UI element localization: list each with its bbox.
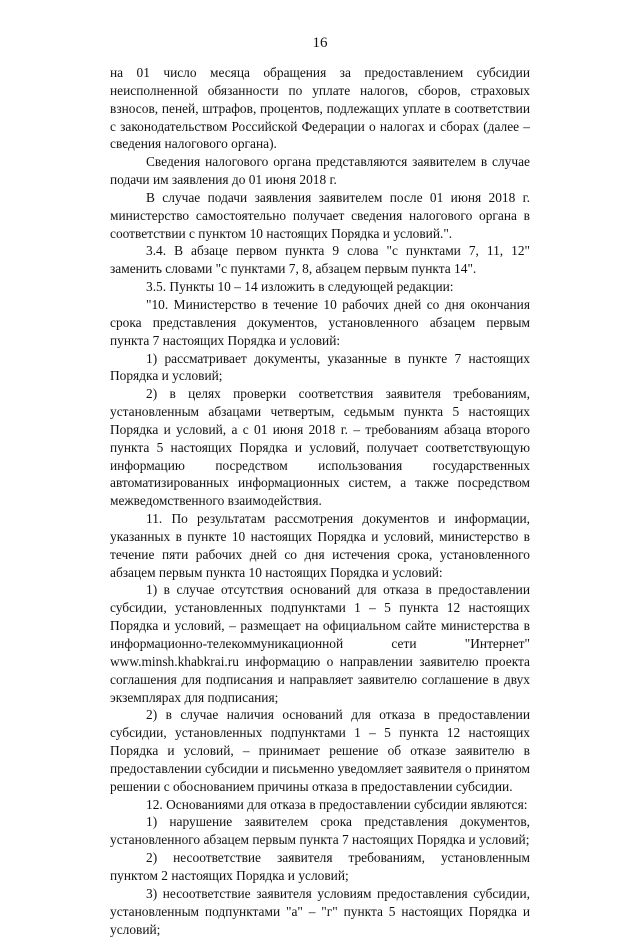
paragraph-5: 3.5. Пункты 10 – 14 изложить в следующей редакции: <box>146 279 454 295</box>
paragraph-1: на 01 число месяца обращения за предоставлением субсидии неисполненной обязанности по уплате налогов, сборов, страховых взносов, пеней, штрафов, процентов, подлежащих уплате в соответствии с законодательством Российской Федерации о налогах и сборах (далее – сведения налогового органа). <box>110 65 530 152</box>
paragraph-2: Сведения налогового органа представляются заявителем в случае подачи им заявления до 01 июня 2018 г. <box>110 154 530 188</box>
document-body <box>110 64 530 938</box>
paragraph-14: 2) несоответствие заявителя требованиям, установленным пунктом 2 настоящих Порядка и условий; <box>110 850 530 883</box>
paragraph-12: 12. Основаниями для отказа в предоставлении субсидии являются: <box>146 796 528 812</box>
page-number: 16 <box>312 35 328 51</box>
paragraph-7: 1) рассматривает документы, указанные в пункте 7 настоящих Порядка и условий; <box>110 350 530 384</box>
paragraph-11: 2) в случае наличия оснований для отказа в предоставлении субсидии, установленных подпунктами 1 – 5 пункта 12 настоящих Порядка и условий, – принимает решение об отказе заявителю в предоставлении субсидии и письменно уведомляет заявителя о принятом решении с обоснованием причины отказа в предоставлении субсидии. <box>110 707 530 794</box>
paragraph-8: 2) в целях проверки соответствия заявителя требованиям, установленным абзацами четвертым, седьмым пункта 5 настоящих Порядка и условий, а с 01 июня 2018 г. – требованиям абзаца второго пункта 5 настоящих Порядка и условий, получает соответствующую информацию посредством использования государственных автоматизированных информационных систем, а также посредством межведомственного взаимодействия. <box>110 386 530 509</box>
paragraph-13: 1) нарушение заявителем срока представления документов, установленного абзацем первым пункта 7 настоящих Порядка и условий; <box>110 814 530 848</box>
paragraph-6: "10. Министерство в течение 10 рабочих дней со дня окончания срока представления документов, установленного абзацем первым пункта 7 настоящих Порядка и условий: <box>110 296 530 348</box>
paragraph-3: В случае подачи заявления заявителем после 01 июня 2018 г. министерство самостоятельно получает сведения налогового органа в соответствии с пунктом 10 настоящих Порядка и условий.". <box>110 189 530 241</box>
paragraph-15: 3) несоответствие заявителя условиям предоставления субсидии, установленным подпунктами "а" – "г" пункта 5 настоящих Порядка и условий; <box>110 885 530 937</box>
paragraph-9: 11. По результатам рассмотрения документов и информации, указанных в пункте 10 настоящих Порядка и условий, министерство в течение пяти рабочих дней со дня истечения срока, установленного абзацем первым пункта 10 настоящих Порядка и условий: <box>110 511 530 580</box>
paragraph-10: 1) в случае отсутствия оснований для отказа в предоставлении субсидии, установленных подпунктами 1 – 5 пункта 12 настоящих Порядка и условий, – размещает на официальном сайте министерства в информационно-телекоммуникационной сети "Интернет" www.minsh.khabkrai.ru информацию о направлении заявителю проекта соглашения для подписания и направляет заявителю соглашение в двух экземплярах для подписания; <box>110 582 530 705</box>
paragraph-4: 3.4. В абзаце первом пункта 9 слова "с пунктами 7, 11, 12" заменить словами "с пунктами 7, 8, абзацем первым пункта 14". <box>110 243 530 277</box>
